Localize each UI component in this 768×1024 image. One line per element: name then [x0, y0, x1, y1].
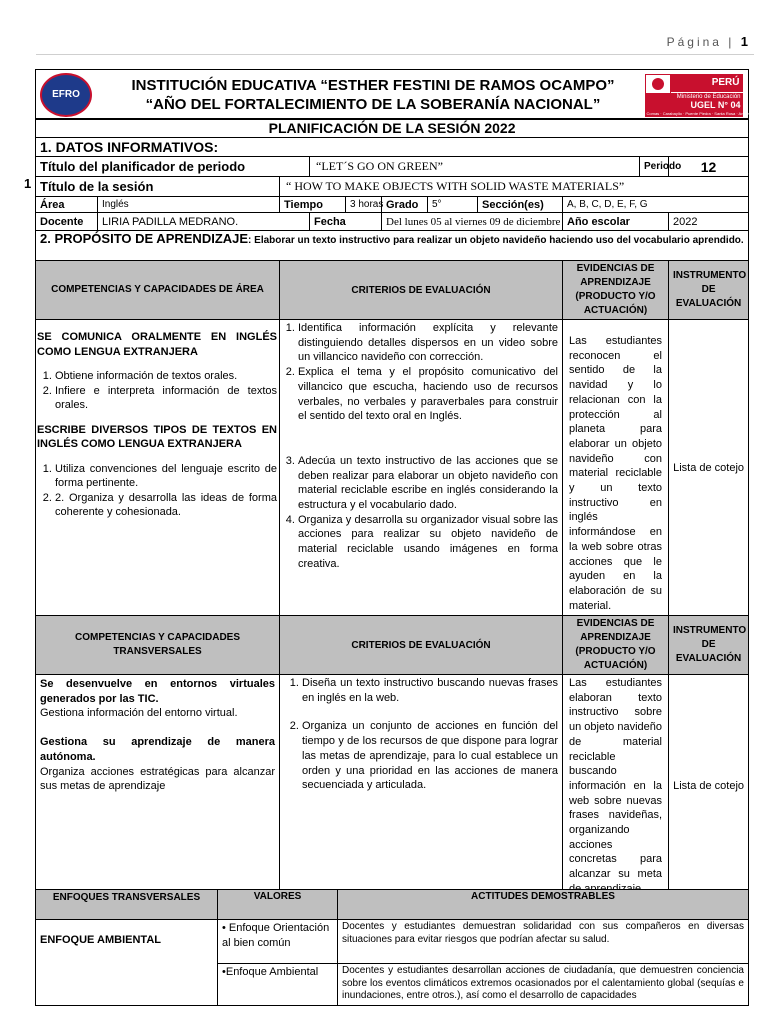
trans-instrument-cell: Lista de cotejo [669, 675, 749, 898]
school-year-value: 2022 [669, 213, 749, 231]
time-label: Tiempo [280, 197, 346, 213]
trans-evidence-cell: Las estudiantes elaboran texto instructivo sobre un objeto navideño de material reciclable buscando información en la web sobre nuevas frases navideñas, organizando acciones concretas para alcanzar su meta [563, 675, 669, 898]
peru-label: PERÚ [671, 74, 743, 92]
teacher-label: Docente [36, 213, 98, 231]
trans-capacity-1: Gestiona información del entorno virtual. [40, 707, 238, 720]
institution-title-cell [104, 70, 643, 120]
enfoque-attitude: Docentes y estudiantes demuestran solidaridad con sus compañeros en diversas situaciones para evitar riesgos que podrían afectar su salud. [338, 920, 749, 964]
enfoque-value: •Enfoque Ambiental [218, 964, 338, 1006]
page-number: 1 [740, 34, 748, 49]
area-header-evidence: EVIDENCIAS DE APRENDIZAJE (PRODUCTO Y/O ACTUACIÓN) [563, 261, 669, 320]
trans-competency-2: Gestiona su aprendizaje de manera autónoma. [40, 736, 275, 763]
purpose-heading: 2. PROPÓSITO DE APRENDIZAJE [40, 231, 249, 246]
time-value: 3 horas [346, 197, 382, 213]
criteria-item: 4. Organiza y desarrolla su organizador visual sobre las acciones para realizar su objeto navideño de material reciclable usando imágenes en forma creativa. [298, 513, 558, 572]
enfoques-header-attitudes: ACTITUDES DEMOSTRABLES [338, 890, 749, 920]
page-label: Página [666, 35, 722, 49]
school-logo-text: EFRO [52, 89, 80, 100]
ugel-label: UGEL N° 04 [690, 99, 741, 110]
area-capacities-2 [37, 462, 277, 520]
school-logo-icon [40, 73, 92, 117]
purpose-text: : Elaborar un texto instructivo para realizar un objeto navideño haciendo uso del vocabulario aprendido. [248, 235, 744, 246]
area-header-competencies: COMPETENCIAS Y CAPACIDADES DE ÁREA [36, 261, 280, 320]
trans-header-criteria: CRITERIOS DE EVALUACIÓN [280, 616, 563, 675]
trans-criteria-list [282, 676, 558, 793]
enfoques-header-values: VALORES [218, 890, 338, 920]
year-motto: “AÑO DEL FORTALECIMIENTO DE LA SOBERANÍA NACIONAL” [145, 95, 601, 113]
section-label: Sección(es) [478, 197, 563, 213]
trans-competency-1: Se desenvuelve en entornos virtuales generados por las TIC. [40, 678, 275, 705]
trans-capacity-2: Organiza acciones estratégicas para alcanzar sus metas de aprendizaje [40, 765, 275, 793]
period-value: 12 [669, 157, 749, 177]
institution-name: INSTITUCIÓN EDUCATIVA “ESTHER FESTINI DE RAMOS OCAMPO” [131, 76, 615, 94]
side-number: 1 [24, 176, 32, 191]
area-header-criteria: CRITERIOS DE EVALUACIÓN [280, 261, 563, 320]
ugel-block [645, 93, 750, 117]
criteria-item: 1. Diseña un texto instructivo buscando nuevas frases en inglés en la web. [302, 676, 558, 705]
enfoque-value: • Enfoque Orientación al bien común [218, 920, 338, 964]
enfoques-table [35, 889, 749, 1006]
trans-header-evidence: EVIDENCIAS DE APRENDIZAJE (PRODUCTO Y/O ACTUACIÓN) [563, 616, 669, 675]
criteria-item: 3. Adecúa un texto instructivo de las acciones que se deben realizar para elaborar un objeto navideño con material reciclable escribe en inglés considerando la estructura y el vocabulario dado. [298, 454, 558, 513]
datos-heading: 1. DATOS INFORMATIVOS: [36, 138, 749, 157]
planner-title-value: “LET´S GO ON GREEN” [310, 157, 640, 177]
criteria-item: 1. Identifica información explícita y relevante distinguiendo detalles dispersos en un video sobre un villancico navideño con corrección. [298, 321, 558, 365]
trans-competencies-cell [36, 675, 280, 898]
teacher-value: LIRIA PADILLA MEDRANO. [98, 213, 310, 231]
area-instrument-cell: Lista de cotejo [669, 320, 749, 616]
ugel-logo-cell [643, 70, 749, 120]
period-label: Periodo [640, 157, 669, 177]
page-title: PLANIFICACIÓN DE LA SESIÓN 2022 [36, 119, 749, 138]
peru-ugel-logo-icon [645, 74, 750, 116]
planning-table [35, 118, 749, 898]
trans-header-competencies: COMPETENCIAS Y CAPACIDADES TRANSVERSALES [36, 616, 280, 675]
area-capacity-item: 2. 2. Organiza y desarrolla las ideas de forma coherente y cohesionada. [55, 491, 277, 520]
date-label: Fecha [310, 213, 382, 231]
area-competencies-cell [36, 320, 280, 616]
shield-icon [645, 74, 671, 94]
area-capacity-item: 1. Utiliza convenciones del lenguaje escrito de forma pertinente. [55, 462, 277, 491]
school-year-label: Año escolar [563, 213, 669, 231]
area-label: Área [36, 197, 98, 213]
purpose-cell [36, 231, 749, 261]
date-value: Del lunes 05 al viernes 09 de diciembre [382, 213, 563, 231]
enfoques-header-name: ENFOQUES TRANSVERSALES [36, 890, 218, 920]
planner-title-label: Título del planificador de periodo [36, 157, 310, 177]
area-header-instrument: INSTRUMENTO DE EVALUACIÓN [669, 261, 749, 320]
section-value: A, B, C, D, E, F, G [563, 197, 749, 213]
grade-value: 5° [428, 197, 478, 213]
trans-criteria-cell [280, 675, 563, 898]
area-competency-2: ESCRIBE DIVERSOS TIPOS DE TEXTOS EN INGLÉS COMO LENGUA EXTRANJERA [37, 423, 277, 450]
area-competency-1: SE COMUNICA ORALMENTE EN INGLÉS COMO LENGUA EXTRANJERA [37, 331, 277, 358]
area-criteria-cell [280, 320, 563, 616]
criteria-item: 2. Explica el tema y el propósito comunicativo del villancico que escucha, haciendo uso de recursos verbales, no verbales y paraverbales para construir el sentido del texto oral en Inglés. [298, 365, 558, 424]
session-title-value: “ HOW TO MAKE OBJECTS WITH SOLID WASTE MATERIALS” [280, 177, 749, 197]
area-criteria-list [282, 321, 558, 572]
page-header: Página | 1 [666, 34, 748, 49]
session-title-label: Título de la sesión [36, 177, 280, 197]
ministry-label: Ministerio de Educación [676, 93, 741, 100]
enfoque-attitude: Docentes y estudiantes desarrollan acciones de ciudadanía, que demuestren conciencia sobre los eventos climáticos extremos ocasionados por el calentamiento global (sequías e inundaciones, entre otros.), así como el desarrollo de capacidades [338, 964, 749, 1006]
school-logo-cell [36, 70, 104, 120]
enfoque-name: ENFOQUE AMBIENTAL [36, 920, 218, 1006]
area-capacity-item: 2. Infiere e interpreta información de textos orales. [55, 384, 277, 413]
trans-header-instrument: INSTRUMENTO DE EVALUACIÓN [669, 616, 749, 675]
area-evidence-cell: Las estudiantes reconocen el sentido de la navidad y lo relacionan con la protección al planeta para elaborar un objeto navideño con material reciclable y un texto instructivo en inglés informándose en la web sobre otras acciones que le ayuden en la elaboración de su material. [563, 320, 669, 616]
area-capacity-item: 1. Obtiene información de textos orales. [55, 369, 277, 384]
grade-label: Grado [382, 197, 428, 213]
header-divider [36, 54, 754, 55]
ugel-sub-label: Comas · Carabayllo · Puente Piedra · Santa Rosa · Ancón [646, 110, 750, 116]
area-value: Inglés [98, 197, 280, 213]
criteria-item: 2. Organiza un conjunto de acciones en función del tiempo y de los recursos de que dispone para lograr las metas de aprendizaje, para lo cual establece un orden y una prioridad en las acciones de manera secuenciada y articulada. [302, 719, 558, 793]
institution-header [35, 69, 749, 120]
area-capacities-1 [37, 369, 277, 413]
